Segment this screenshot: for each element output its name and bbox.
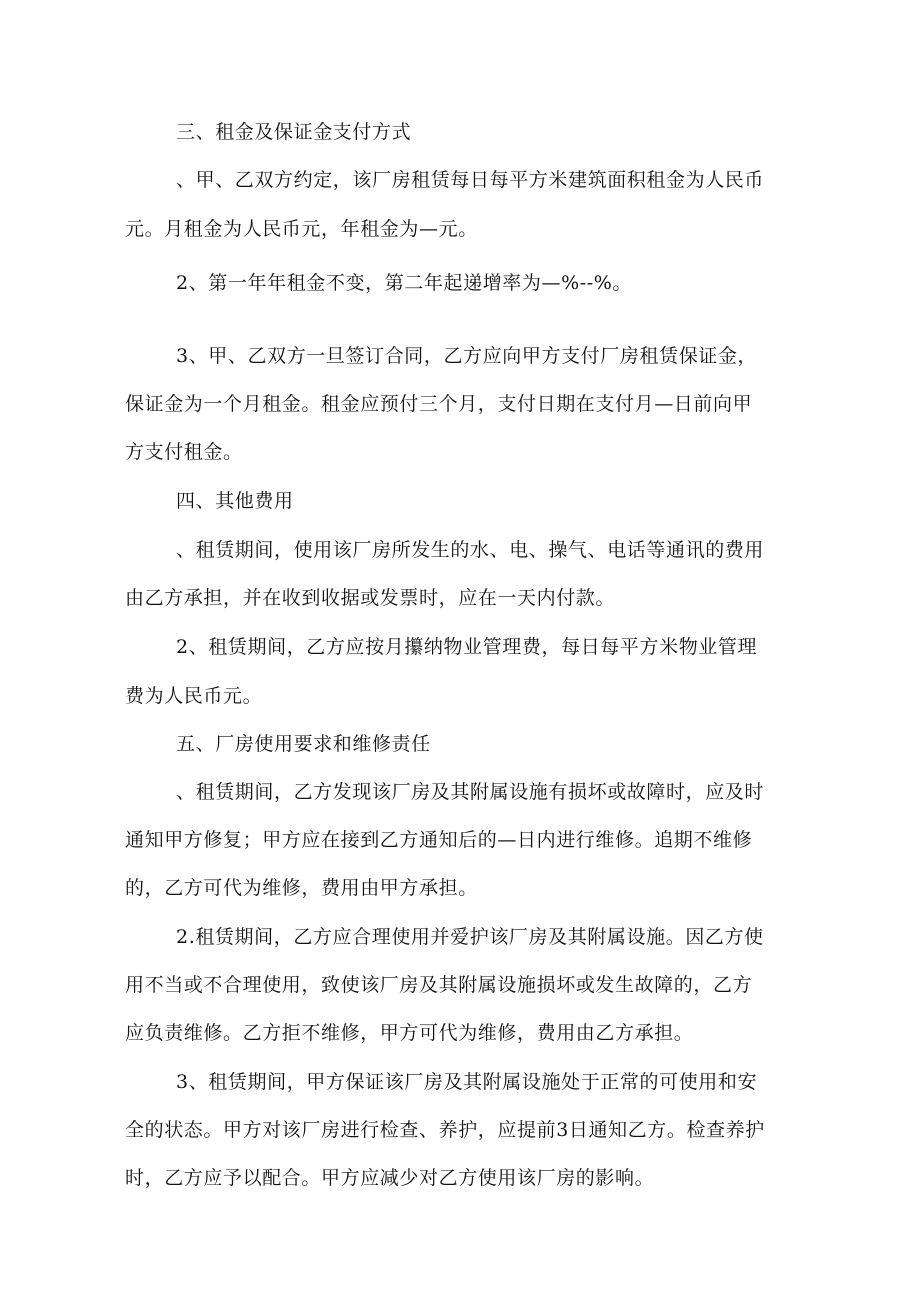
paragraph-line: 方支付租金。 — [125, 441, 243, 463]
paragraph-line: 由乙方承担，并在收到收据或发票时，应在一天内付款。 — [125, 587, 616, 609]
paragraph-line: 、租赁期间，使用该厂房所发生的水、电、操气、电话等通讯的费用 — [176, 539, 765, 561]
paragraph-line: 2、第一年年租金不变，第二年起递增率为—%--%。 — [176, 272, 633, 294]
paragraph-line: 3、甲、乙双方一旦签订合同，乙方应向甲方支付厂房租赁保证金， — [176, 345, 758, 367]
paragraph-line: 元。月租金为人民币元，年租金为—元。 — [125, 218, 478, 240]
paragraph-line: 时，乙方应予以配合。甲方应减少对乙方使用该厂房的影响。 — [125, 1167, 655, 1189]
paragraph-line: 全的状态。甲方对该厂房进行检查、养护，应提前3日通知乙方。检查养护 — [125, 1119, 765, 1141]
paragraph-line: 3、租赁期间，甲方保证该厂房及其附属设施处于正常的可使用和安 — [176, 1071, 758, 1093]
paragraph-line: 费为人民币元。 — [125, 685, 263, 707]
paragraph-line: 、甲、乙双方约定，该厂房租赁每日每平方米建筑面积租金为人民币 — [176, 169, 765, 191]
paragraph-line: 、租赁期间，乙方发现该厂房及其附属设施有损坏或故障时，应及时 — [176, 781, 765, 803]
paragraph-line: 通知甲方修复；甲方应在接到乙方通知后的—日内进行维修。追期不维修 — [125, 829, 753, 851]
paragraph-line: 应负责维修。乙方拒不维修，甲方可代为维修，费用由乙方承担。 — [125, 1022, 694, 1044]
paragraph-line: 用不当或不合理使用，致使该厂房及其附属设施损坏或发生故障的，乙方 — [125, 974, 753, 996]
paragraph-line: 2、租赁期间，乙方应按月攥纳物业管理费，每日每平方米物业管理 — [176, 636, 758, 658]
paragraph-line: 保证金为一个月租金。租金应预付三个月，支付日期在支付月—日前向甲 — [125, 393, 753, 415]
section-heading-other-fees: 四、其他费用 — [176, 490, 294, 512]
section-heading-usage-repair: 五、厂房使用要求和维修责任 — [176, 733, 431, 755]
paragraph-line: 的，乙方可代为维修，费用由甲方承担。 — [125, 877, 478, 899]
paragraph-line: 2.租赁期间，乙方应合理使用并爱护该厂房及其附属设施。因乙方使 — [176, 926, 764, 948]
section-heading-rent: 三、租金及保证金支付方式 — [176, 121, 412, 143]
